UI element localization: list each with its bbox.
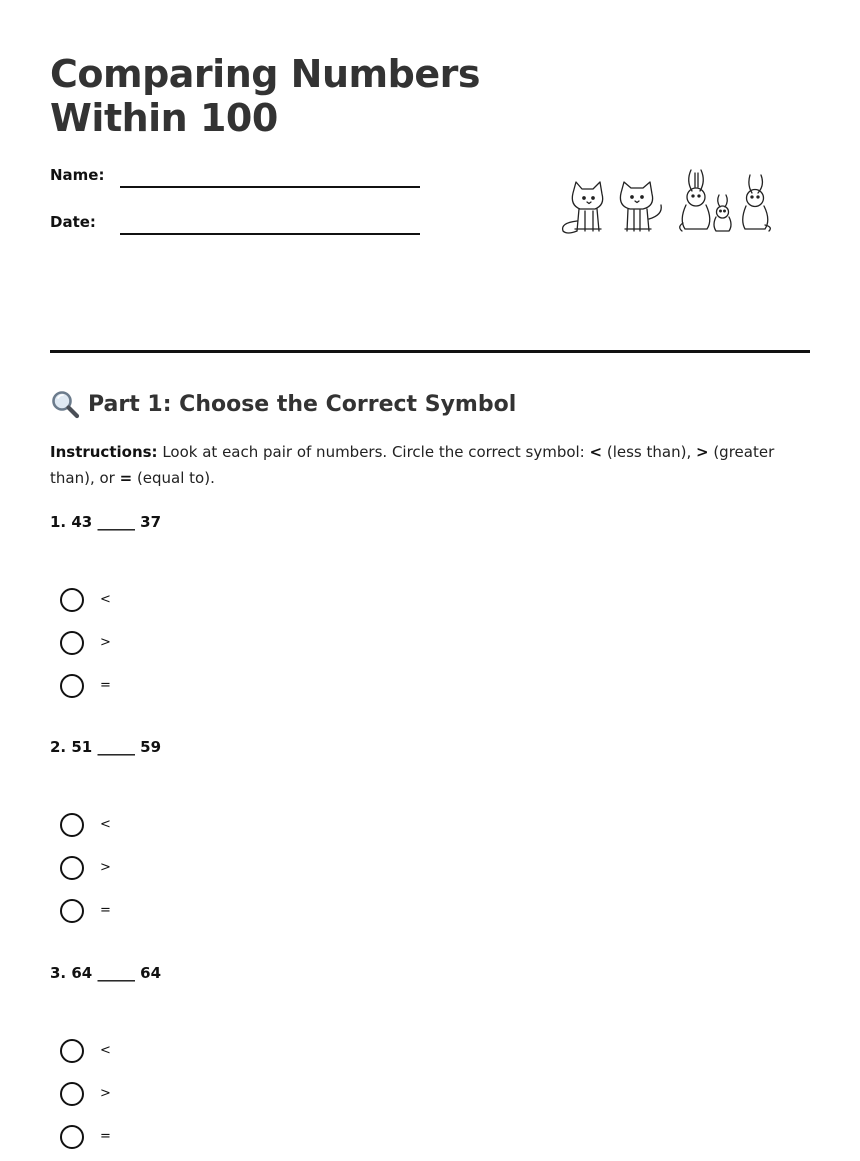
radio-button[interactable]: [60, 1125, 84, 1149]
option-greater-than[interactable]: [50, 621, 350, 664]
option-less-than[interactable]: [50, 803, 350, 846]
radio-button[interactable]: [60, 899, 84, 923]
question-2: [50, 735, 350, 932]
cat-icon: [563, 182, 603, 233]
date-line[interactable]: [120, 233, 420, 235]
option-less-than[interactable]: [50, 1029, 350, 1072]
option-equal-to[interactable]: [50, 1115, 350, 1158]
page-title-line-1: Comparing Numbers: [50, 52, 480, 96]
option-label: =: [100, 1129, 111, 1144]
question-3: [50, 961, 350, 1158]
option-label: <: [100, 817, 111, 832]
radio-button[interactable]: [60, 1039, 84, 1063]
cat-icon: [620, 182, 661, 231]
instructions: [50, 439, 810, 491]
radio-button[interactable]: [60, 813, 84, 837]
bunny-icon: [743, 175, 771, 231]
greater-desc: (greater than), or: [50, 443, 775, 487]
page-title: [50, 52, 480, 140]
cats-and-bunnies-illustration: [555, 165, 785, 240]
date-label: Date:: [50, 213, 96, 231]
less-symbol: <: [589, 443, 603, 461]
part1-title: Part 1: Choose the Correct Symbol: [88, 391, 517, 417]
name-field[interactable]: [50, 166, 430, 190]
radio-button[interactable]: [60, 674, 84, 698]
less-desc: (less than),: [602, 443, 696, 461]
option-label: <: [100, 1043, 111, 1058]
page-title-line-2: Within 100: [50, 96, 278, 140]
bunny-icon: [714, 195, 731, 231]
radio-button[interactable]: [60, 856, 84, 880]
equal-desc: (equal to).: [132, 469, 215, 487]
option-label: >: [100, 635, 111, 650]
magnifying-glass-icon: [50, 389, 80, 419]
instructions-label: Instructions:: [50, 443, 158, 461]
date-field[interactable]: [50, 213, 430, 237]
option-label: =: [100, 903, 111, 918]
option-label: =: [100, 678, 111, 693]
radio-button[interactable]: [60, 588, 84, 612]
answer-options: [50, 1029, 350, 1158]
option-equal-to[interactable]: [50, 664, 350, 707]
answer-options: [50, 803, 350, 932]
option-less-than[interactable]: [50, 578, 350, 621]
question-label: 1. 43 _____ 37: [50, 513, 162, 531]
radio-button[interactable]: [60, 1082, 84, 1106]
option-greater-than[interactable]: [50, 1072, 350, 1115]
option-greater-than[interactable]: [50, 846, 350, 889]
option-label: >: [100, 860, 111, 875]
option-equal-to[interactable]: [50, 889, 350, 932]
name-label: Name:: [50, 166, 105, 184]
equal-symbol: =: [119, 469, 133, 487]
radio-button[interactable]: [60, 631, 84, 655]
answer-options: [50, 578, 350, 707]
question-label: 2. 51 _____ 59: [50, 738, 162, 756]
bunny-icon: [680, 170, 710, 231]
question-label: 3. 64 _____ 64: [50, 964, 162, 982]
greater-symbol: >: [695, 443, 709, 461]
option-label: >: [100, 1086, 111, 1101]
header-divider: [50, 350, 810, 353]
part1-header: [50, 388, 516, 420]
name-line[interactable]: [120, 186, 420, 188]
option-label: <: [100, 592, 111, 607]
instructions-text: Look at each pair of numbers. Circle the correct symbol:: [157, 443, 590, 461]
question-1: [50, 510, 350, 707]
